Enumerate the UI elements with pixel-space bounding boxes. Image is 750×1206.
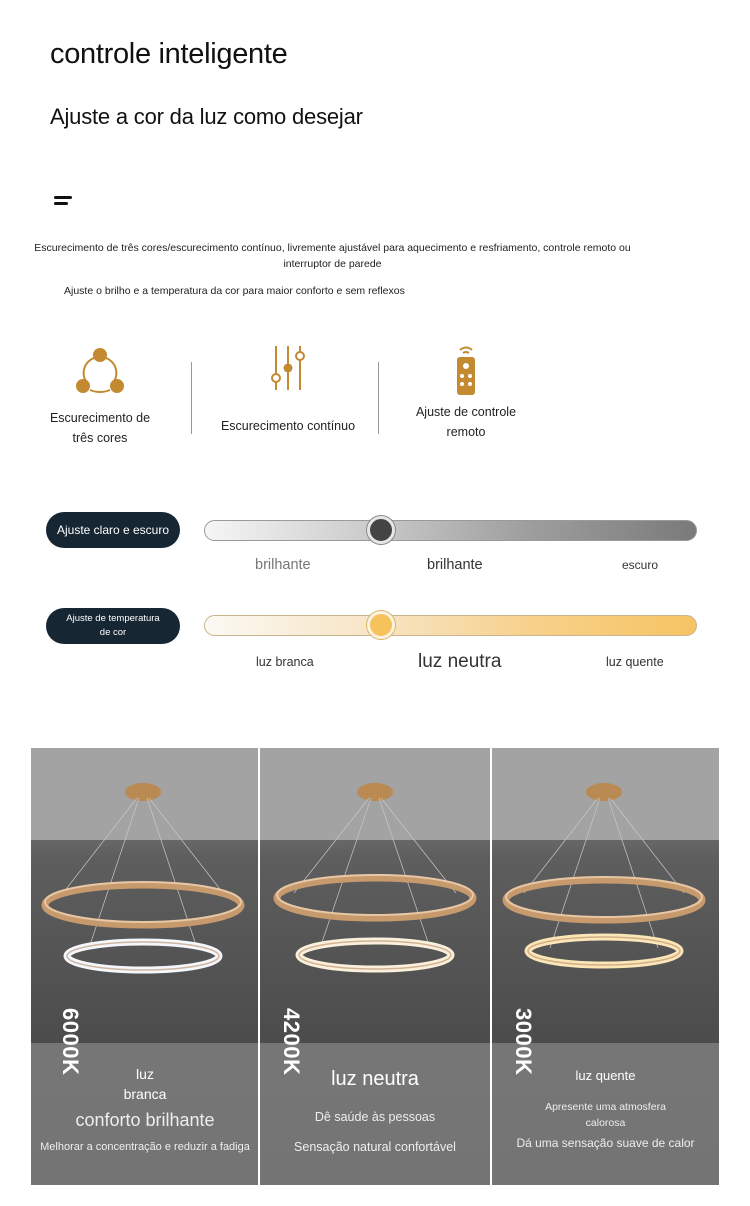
temperature-stop-label: luz branca [256, 655, 314, 669]
panel-6000k [31, 748, 259, 1185]
feature-summary: Ajuste o brilho e a temperatura da cor para maior conforto e sem reflexos [64, 285, 405, 297]
feature-label-line1: Escurecimento de [49, 411, 151, 425]
temperature-label-pill: Ajuste de temperatura de cor [46, 608, 180, 644]
kelvin-label: 6000K [58, 1008, 83, 1076]
panel-line1b: calorosa [585, 1117, 626, 1129]
panel-headline: conforto brilhante [75, 1110, 215, 1130]
sliders-icon [268, 344, 308, 392]
temperature-stop-label: luz neutra [418, 651, 502, 672]
light-name-line1: luz [136, 1066, 154, 1082]
light-name-line2: branca [123, 1086, 167, 1102]
remote-control-icon [451, 344, 481, 398]
feature-continuous [212, 344, 364, 436]
feature-label-line1: Escurecimento contínuo [220, 419, 356, 433]
panel-line2: Sensação natural confortável [294, 1140, 456, 1154]
feature-label-line2: três cores [72, 431, 128, 445]
panel-line1 [492, 1099, 719, 1131]
brightness-label-pill: Ajuste claro e escuro [46, 512, 180, 548]
panel-caption: Melhorar a concentração e reduzir a fadiga [40, 1141, 250, 1153]
three-dots-cycle-icon [72, 344, 128, 398]
page-subtitle: Ajuste a cor da luz como desejar [50, 104, 363, 129]
feature-divider [378, 362, 379, 434]
feature-label-line2: remoto [446, 425, 486, 439]
temperature-slider-track[interactable] [204, 615, 697, 636]
panel-line2: Dá uma sensação suave de calor [516, 1136, 695, 1150]
brightness-slider-track[interactable] [204, 520, 697, 541]
light-name: luz neutra [331, 1068, 419, 1090]
kelvin-label: 4200K [279, 1008, 304, 1076]
brightness-stop-label: brilhante [255, 557, 311, 573]
temperature-stop-label: luz quente [606, 655, 664, 669]
feature-remote [400, 344, 532, 442]
decorative-dash-icon [54, 196, 76, 208]
light-name: luz quente [575, 1068, 636, 1083]
panel-line1a: Apresente uma atmosfera [545, 1101, 666, 1113]
kelvin-label: 3000K [511, 1008, 536, 1076]
page-title: controle inteligente [50, 38, 288, 70]
panel-4200k [260, 748, 490, 1185]
feature-label-line1: Ajuste de controle [415, 405, 517, 419]
feature-three-color [40, 344, 160, 448]
feature-description: Escurecimento de três cores/escurecimento contínuo, livremente ajustável para aquecimento e resfriamento, controle remoto ou interruptor de parede [34, 242, 631, 270]
feature-divider [191, 362, 192, 434]
brightness-stop-label: brilhante [427, 557, 483, 573]
panel-3000k [492, 748, 719, 1185]
light-name [31, 1064, 259, 1104]
brightness-stop-label: escuro [622, 558, 659, 572]
panel-line1: Dê saúde às pessoas [314, 1110, 436, 1124]
